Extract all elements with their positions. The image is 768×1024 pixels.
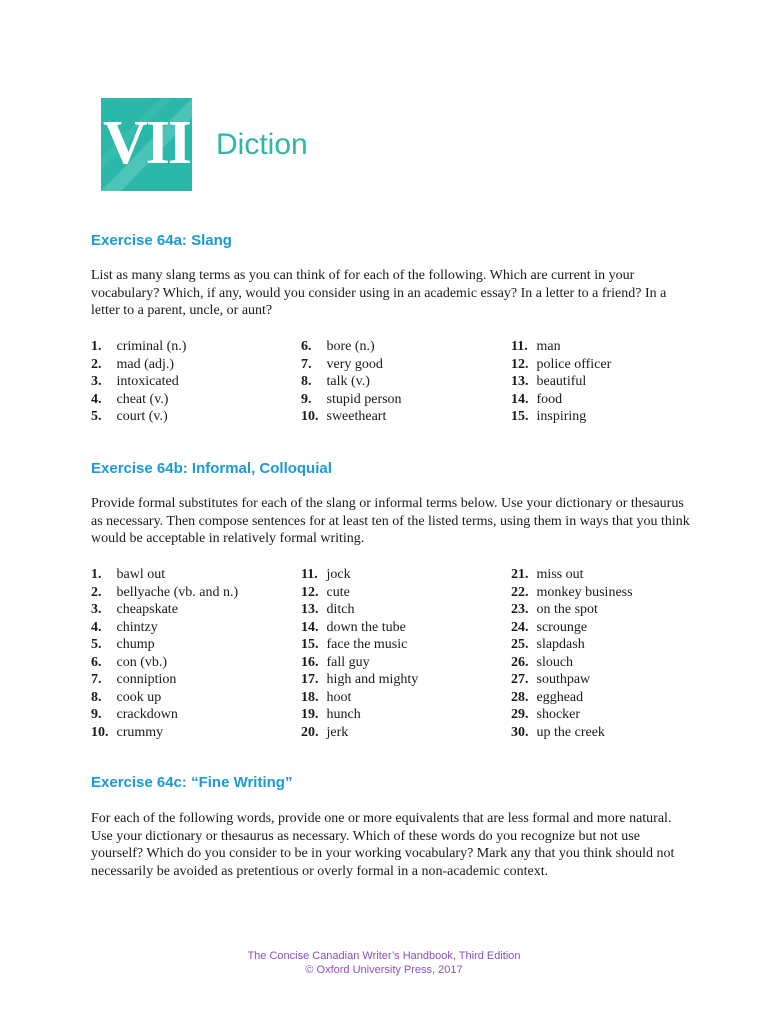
item-term: man — [536, 339, 561, 354]
item-number: 26. — [511, 654, 529, 670]
item-number: 8. — [91, 689, 102, 705]
list-item — [301, 636, 418, 654]
item-term: cheat (v.) — [116, 391, 169, 407]
item-number: 30. — [511, 724, 529, 740]
item-number: 16. — [301, 654, 319, 670]
item-number: 21. — [511, 567, 529, 582]
list-item — [301, 671, 418, 689]
term-column — [511, 338, 611, 426]
item-number: 4. — [91, 619, 102, 635]
list-item — [301, 654, 418, 672]
item-number: 20. — [301, 724, 319, 740]
page-footer — [0, 949, 768, 977]
list-item — [301, 356, 402, 374]
item-number: 28. — [511, 689, 529, 705]
item-term: ditch — [326, 602, 355, 617]
item-number: 4. — [91, 391, 102, 407]
item-number: 22. — [511, 584, 529, 600]
item-term: food — [536, 391, 563, 407]
section-heading-64a: Exercise 64a: Slang — [91, 232, 232, 249]
list-item — [511, 671, 633, 689]
list-item — [511, 724, 633, 742]
item-term: scrounge — [536, 619, 588, 635]
term-column — [301, 566, 418, 741]
item-term: stupid person — [326, 391, 402, 407]
item-number: 1. — [91, 339, 102, 354]
item-number: 15. — [301, 637, 319, 652]
item-number: 7. — [301, 356, 312, 372]
item-number: 13. — [511, 374, 529, 389]
item-term: egghead — [536, 689, 584, 705]
item-term: mad (adj.) — [116, 356, 175, 372]
item-number: 24. — [511, 619, 529, 635]
item-term: bore (n.) — [326, 339, 375, 354]
item-term: conniption — [116, 672, 177, 687]
item-number: 9. — [301, 391, 312, 407]
item-number: 7. — [91, 672, 102, 687]
list-item — [301, 619, 418, 637]
list-item — [301, 338, 402, 356]
chapter-numeral: VII — [102, 109, 191, 177]
list-item — [91, 689, 238, 707]
list-item — [91, 601, 238, 619]
item-term: beautiful — [536, 374, 587, 389]
list-item — [301, 601, 418, 619]
item-term: face the music — [326, 637, 408, 652]
section-heading-64b: Exercise 64b: Informal, Colloquial — [91, 460, 332, 477]
list-item — [301, 584, 418, 602]
list-item — [91, 706, 238, 724]
list-item — [511, 373, 611, 391]
item-term: slapdash — [536, 637, 585, 652]
list-item — [91, 566, 238, 584]
list-item — [301, 724, 418, 742]
list-item — [91, 356, 186, 374]
item-term: slouch — [536, 654, 574, 670]
item-term: talk (v.) — [326, 374, 370, 389]
item-term: bellyache (vb. and n.) — [116, 584, 239, 600]
item-term: crackdown — [116, 707, 178, 722]
item-term: inspiring — [536, 409, 587, 424]
item-number: 12. — [511, 356, 529, 372]
list-item — [301, 391, 402, 409]
item-number: 11. — [301, 567, 318, 582]
item-number: 23. — [511, 602, 529, 617]
item-term: jock — [326, 567, 351, 582]
list-item — [91, 338, 186, 356]
item-number: 5. — [91, 409, 102, 424]
list-item — [511, 584, 633, 602]
chapter-badge — [101, 98, 192, 191]
item-number: 6. — [91, 654, 102, 670]
term-column — [511, 566, 633, 741]
list-item — [91, 636, 238, 654]
list-item — [91, 373, 186, 391]
item-term: con (vb.) — [116, 654, 168, 670]
item-term: fall guy — [326, 654, 370, 670]
term-column — [91, 566, 238, 741]
list-item — [91, 654, 238, 672]
item-term: monkey business — [536, 584, 633, 600]
term-list-64b — [91, 566, 691, 742]
item-term: miss out — [536, 567, 584, 582]
list-item — [301, 408, 402, 426]
item-number: 15. — [511, 409, 529, 424]
item-term: cute — [326, 584, 350, 600]
item-term: cheapskate — [116, 602, 178, 617]
list-item — [511, 654, 633, 672]
item-number: 1. — [91, 567, 102, 582]
section-heading-64c: Exercise 64c: “Fine Writing” — [91, 774, 293, 791]
item-number: 18. — [301, 689, 319, 705]
item-number: 8. — [301, 374, 312, 389]
item-number: 6. — [301, 339, 312, 354]
item-term: bawl out — [116, 567, 166, 582]
list-item — [511, 566, 633, 584]
section-paragraph-64c: For each of the following words, provide one or more equivalents that are less formal and more natural. Use your dictionary or thesaurus as necessary. Which of these words do you recognize but not use yourself? Which do you consider to be in your working vocabulary? Mark any that you think should not necessarily be avoided as pretentious or overly formal in a non-academic context. — [91, 811, 675, 879]
list-item — [511, 391, 611, 409]
item-number: 29. — [511, 707, 529, 722]
item-term: cook up — [116, 689, 162, 705]
item-number: 2. — [91, 356, 102, 372]
term-column — [301, 338, 402, 426]
list-item — [301, 373, 402, 391]
list-item — [511, 408, 611, 426]
item-term: on the spot — [536, 602, 598, 617]
section-paragraph-64b: Provide formal substitutes for each of the slang or informal terms below. Use your dictionary or thesaurus as necessary. Then compose sentences for at least ten of the listed terms, using them in ways that you think would be acceptable in relatively formal writing. — [91, 496, 690, 546]
section-paragraph-64a: List as many slang terms as you can think of for each of the following. Which are current in your vocabulary? Which, if any, would you consider using in an academic essay? In a letter to a friend? In a letter to a parent, uncle, or aunt? — [91, 268, 667, 318]
footer-copyright: © Oxford University Press, 2017 — [305, 964, 463, 976]
list-item — [301, 689, 418, 707]
item-term: very good — [326, 356, 383, 372]
item-term: up the creek — [536, 724, 605, 740]
item-term: criminal (n.) — [116, 339, 187, 354]
list-item — [511, 356, 611, 374]
list-item — [301, 566, 418, 584]
item-term: chump — [116, 637, 155, 652]
list-item — [511, 601, 633, 619]
item-number: 19. — [301, 707, 319, 722]
list-item — [511, 689, 633, 707]
list-item — [91, 584, 238, 602]
item-number: 13. — [301, 602, 319, 617]
item-number: 10. — [91, 724, 109, 740]
item-number: 3. — [91, 374, 102, 389]
item-term: high and mighty — [326, 672, 419, 687]
item-number: 12. — [301, 584, 319, 600]
item-number: 14. — [511, 391, 529, 407]
item-number: 14. — [301, 619, 319, 635]
item-number: 2. — [91, 584, 102, 600]
list-item — [91, 671, 238, 689]
list-item — [511, 619, 633, 637]
chapter-title: Diction — [216, 128, 308, 161]
list-item — [511, 706, 633, 724]
item-number: 11. — [511, 339, 528, 354]
item-term: southpaw — [536, 672, 591, 687]
list-item — [511, 636, 633, 654]
footer-book-title: The Concise Canadian Writer’s Handbook, Third Edition — [247, 950, 521, 962]
list-item — [511, 338, 611, 356]
item-term: shocker — [536, 707, 581, 722]
item-term: hoot — [326, 689, 352, 705]
item-term: court (v.) — [116, 409, 168, 424]
item-term: hunch — [326, 707, 361, 722]
item-term: sweetheart — [326, 409, 387, 424]
item-number: 17. — [301, 672, 319, 687]
term-column — [91, 338, 186, 426]
list-item — [91, 619, 238, 637]
list-item — [301, 706, 418, 724]
item-number: 5. — [91, 637, 102, 652]
item-term: chintzy — [116, 619, 158, 635]
term-list-64a — [91, 338, 691, 428]
item-term: crummy — [116, 724, 164, 740]
item-term: intoxicated — [116, 374, 179, 389]
item-term: down the tube — [326, 619, 406, 635]
list-item — [91, 391, 186, 409]
item-term: police officer — [536, 356, 612, 372]
item-number: 25. — [511, 637, 529, 652]
item-number: 3. — [91, 602, 102, 617]
list-item — [91, 408, 186, 426]
item-term: jerk — [326, 724, 349, 740]
item-number: 9. — [91, 707, 102, 722]
list-item — [91, 724, 238, 742]
item-number: 10. — [301, 409, 319, 424]
item-number: 27. — [511, 672, 529, 687]
